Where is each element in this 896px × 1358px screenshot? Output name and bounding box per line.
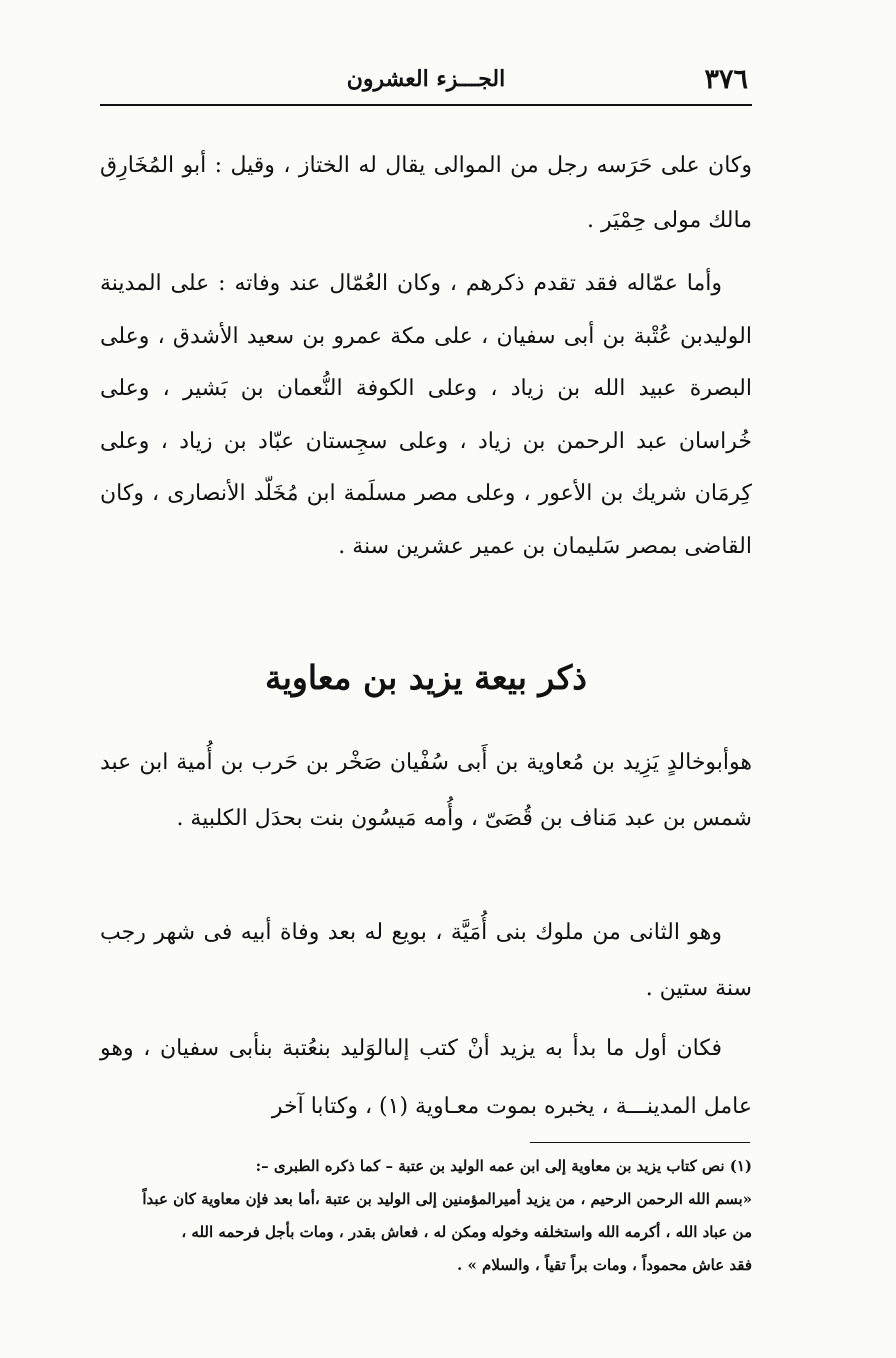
- paragraph-text: وكان على حَرَسه رجل من الموالى يقال له الختاز ، وقيل : أبو المُخَارِق مالك مولى حِمْيَر .: [100, 153, 752, 233]
- footnotes: [100, 1150, 752, 1282]
- section-title: ذكر بيعة يزيد بن معاوية: [265, 658, 587, 697]
- footnote-line: «بسم الله الرحمن الرحيم ، من يزيد أميرالمؤمنين إلى الوليد بن عتبة ،أما بعد فإن معاوية كان عبداً: [142, 1190, 752, 1208]
- footnote-line: فقد عاش محموداً ، ومات براً تقياً ، والسلام » .: [457, 1256, 752, 1274]
- paragraph-text: فكان أول ما بدأ به يزيد أنْ كتب إلىالوَليد بنعُتبة بنأبى سفيان ، وهو عامل المدينـــة ، يخبره بموت معـاوية (١) ، وكتابا آخر: [100, 1036, 752, 1119]
- paragraph-text: وهو الثانى من ملوك بنى أُمَيَّة ، بويع له بعد وفاة أبيه فى شهر رجب سنة ستين .: [100, 920, 752, 1001]
- paragraph-text: وأما عمّاله فقد تقدم ذكرهم ، وكان العُمّال عند وفاته : على المدينة الوليدبن عُتْبة بن أبى سفيان ، على مكة عمرو بن سعيد الأشدق ، وعلى البصرة عبيد الله بن زياد ، وعلى الكوفة النُّعمان بن بَشير ، وعلى خُراسان عبد الرحمن بن زياد ، وعلى سجِستان عبّاد بن زياد ، وعلى كِرمَان شريك بن الأعور ، وعلى مصر مسلَمة ابن مُخَلّد الأنصارى ، وكان القاضى بمصر سَليمان بن عمير عشرين سنة .: [100, 271, 752, 559]
- footnote-line: (١) نص كتاب يزيد بن معاوية إلى ابن عمه الوليد بن عتبة – كما ذكره الطبرى –:: [255, 1157, 752, 1175]
- page-header: [100, 60, 752, 100]
- paragraph-governors: [100, 258, 752, 573]
- paragraph-guard: [100, 138, 752, 248]
- header-rule: [100, 104, 752, 106]
- paragraph-lineage: [100, 735, 752, 847]
- running-head: الجـــزء العشرون: [346, 66, 506, 92]
- paragraph-succession: [100, 905, 752, 1017]
- paragraph-letter: [100, 1020, 752, 1136]
- footnote-rule: [530, 1142, 750, 1143]
- footnote-line: من عباد الله ، أكرمه الله واستخلفه وخوله ومكن له ، فعاش بقدر ، ومات بأجل فرحمه الله ،: [181, 1223, 752, 1241]
- paragraph-text: هوأبوخالدٍ يَزِيد بن مُعاوية بن أَبى سُفْيان صَخْر بن حَرب بن أُمية ابن عبد شمس بن عبد مَناف بن قُصَىّ ، وأُمه مَيسُون بنت بحدَل الكلبية .: [100, 750, 752, 831]
- page-number: ٣٧٦: [704, 64, 748, 95]
